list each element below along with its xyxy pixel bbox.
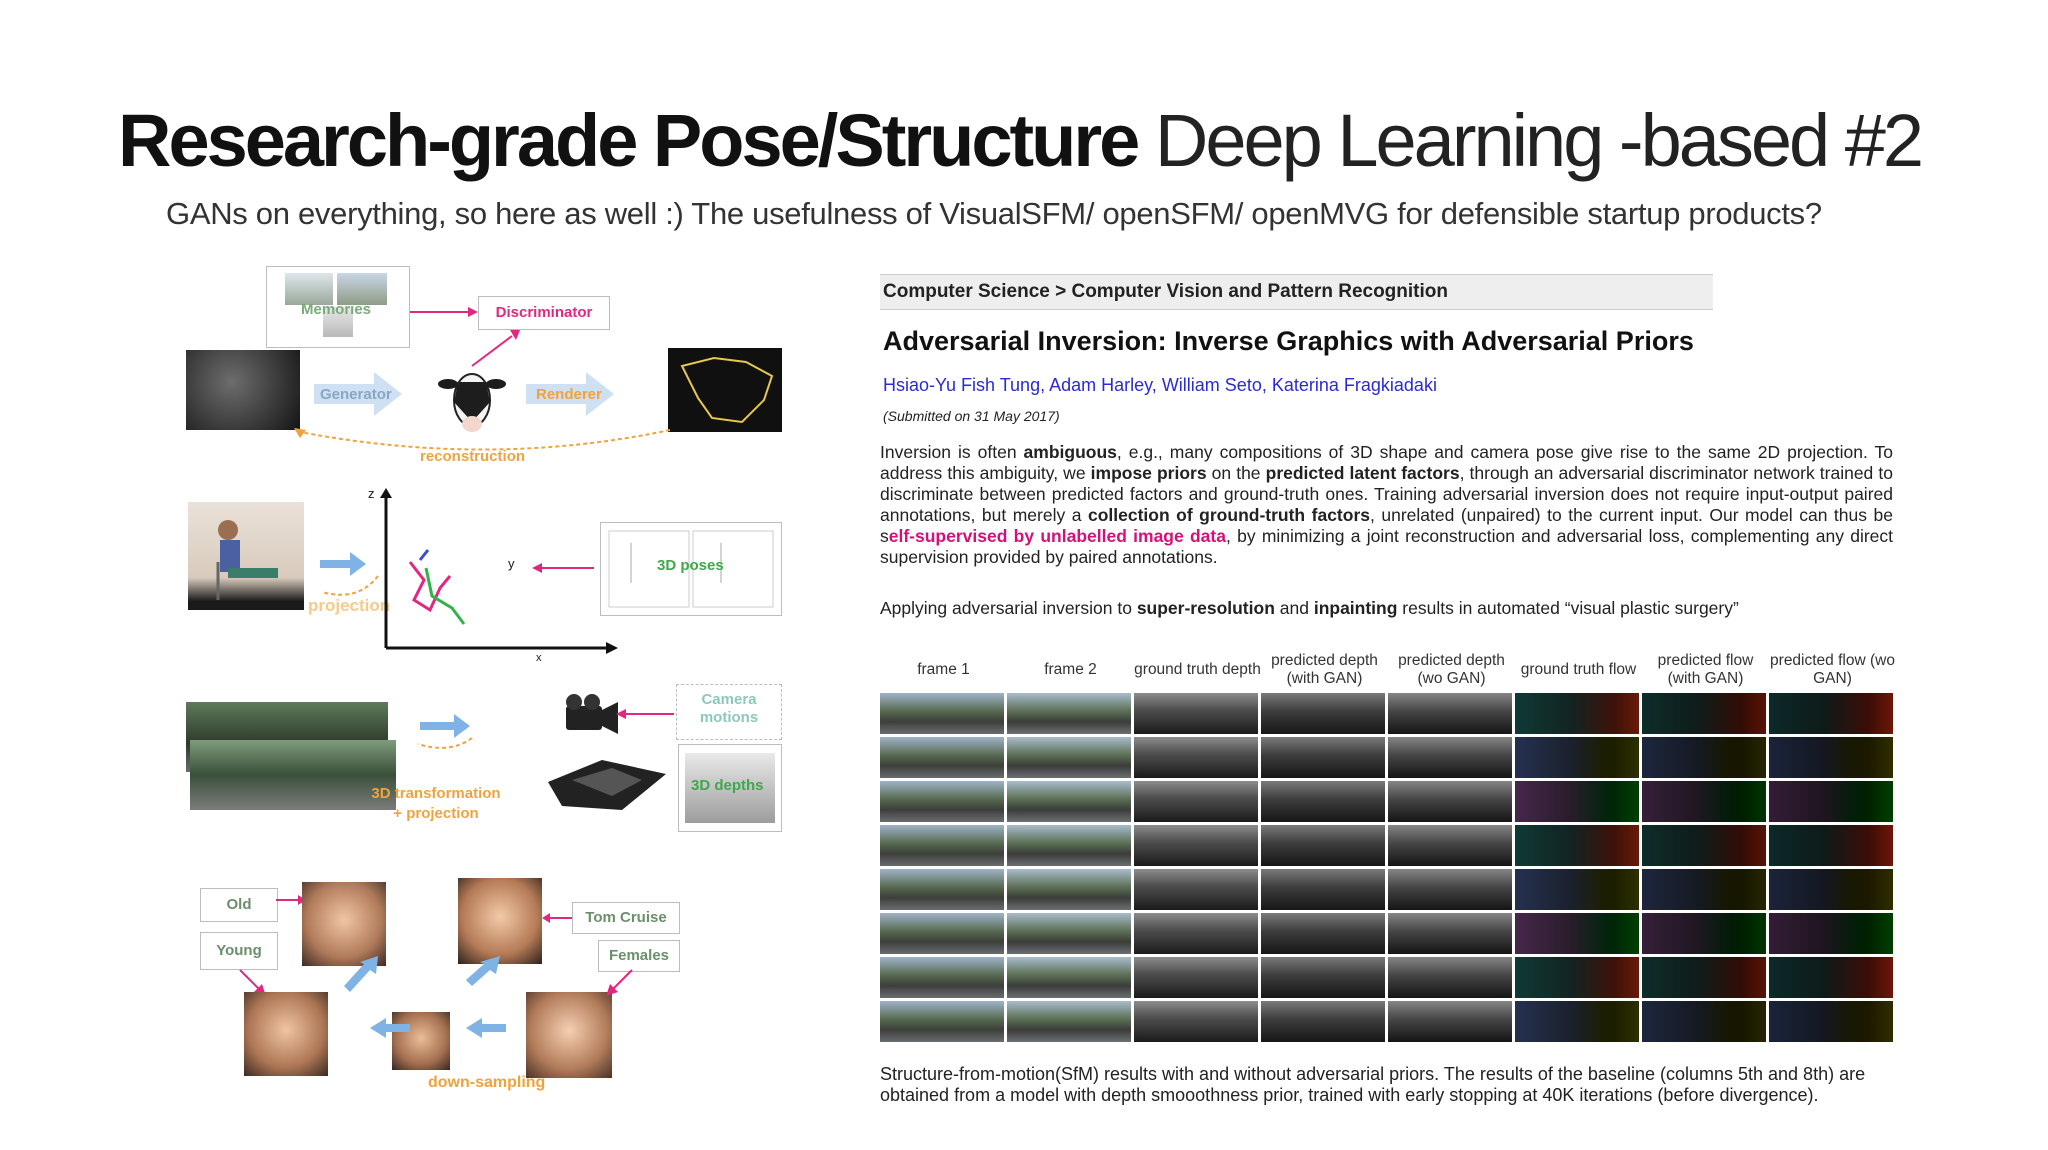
depths-3d-box <box>678 744 782 832</box>
result-thumbnail <box>1134 869 1258 910</box>
result-thumbnail <box>1769 693 1893 734</box>
author-link[interactable]: Hsiao-Yu Fish Tung <box>883 375 1041 395</box>
applying-text: and <box>1274 598 1314 618</box>
result-thumbnail <box>1134 1001 1258 1042</box>
author-link[interactable]: Adam Harley <box>1049 375 1152 395</box>
axis-x-label: x <box>536 652 542 664</box>
results-row <box>880 869 1896 910</box>
person-figure <box>188 502 304 610</box>
slide-subtitle: GANs on everything, so here as well :) The usefulness of VisualSFM/ openSFM/ openMVG for defensible startup products? <box>166 196 1822 231</box>
discriminator-label: Discriminator <box>495 304 593 321</box>
renderer-label: Renderer <box>536 386 602 403</box>
results-column-headers <box>880 650 1896 690</box>
memories-box <box>266 266 410 348</box>
transformation-label: 3D transformation + projection <box>371 785 501 822</box>
slide-title <box>118 98 1921 184</box>
result-thumbnail <box>880 693 1004 734</box>
silhouette-outline <box>668 348 782 432</box>
old-label: Old <box>226 896 252 913</box>
result-thumbnail <box>1388 913 1512 954</box>
result-thumbnail <box>1769 957 1893 998</box>
result-thumbnail <box>1515 869 1639 910</box>
paper-authors: Hsiao-Yu Fish Tung, Adam Harley, William Seto, Katerina Fragkiadaki <box>883 375 1437 395</box>
video-camera-icon <box>552 692 622 742</box>
result-thumbnail <box>1769 913 1893 954</box>
result-thumbnail <box>1261 913 1385 954</box>
author-link[interactable]: William Seto <box>1161 375 1262 395</box>
result-thumbnail <box>1261 781 1385 822</box>
title-bold-part: Research-grade Pose/Structure <box>118 99 1138 182</box>
result-thumbnail <box>1007 737 1131 778</box>
result-thumbnail <box>1007 781 1131 822</box>
result-thumbnail <box>1642 913 1766 954</box>
transformation-curve <box>410 734 480 754</box>
result-thumbnail <box>1007 869 1131 910</box>
rendered-silhouette-image <box>668 348 782 432</box>
result-thumbnail <box>1388 957 1512 998</box>
memories-label: Memories <box>301 301 372 318</box>
results-row <box>880 913 1896 954</box>
results-row <box>880 825 1896 866</box>
result-thumbnail <box>1515 913 1639 954</box>
results-caption: Structure-from-motion(SfM) results with and without adversarial priors. The results of the baseline (columns 5th and 8th) are obtained from a model with depth smooothness prior, trained with early stopping at 40K iterations (before divergence). <box>880 1064 1866 1105</box>
sfm-results-grid <box>880 650 1896 1042</box>
left-figure-panel <box>180 262 800 1102</box>
result-thumbnail <box>880 781 1004 822</box>
discriminator-box <box>478 296 610 330</box>
column-header: frame 1 <box>917 661 970 678</box>
camera-motions-label: Camera motions <box>699 691 759 726</box>
result-thumbnail <box>1515 693 1639 734</box>
result-thumbnail <box>1642 781 1766 822</box>
applying-emphasis: super-resolution <box>1136 598 1275 618</box>
abstract-emphasis: collection of ground-truth factors <box>1087 505 1370 525</box>
result-thumbnail <box>1134 825 1258 866</box>
arrow-females <box>604 968 634 998</box>
result-thumbnail <box>1769 781 1893 822</box>
column-header: predicted flow (wo GAN) <box>1770 652 1895 687</box>
abstract-text: , through an adversarial discriminator network trained to discriminate between predicted factors and ground-truth ones. Training adversarial inversion does not require input-output paired annotations, but merely a <box>880 463 1893 525</box>
result-thumbnail <box>1642 737 1766 778</box>
result-thumbnail <box>1007 693 1131 734</box>
arrow-poses-to-axes <box>532 562 596 574</box>
point-cloud-shape <box>542 750 672 814</box>
submitted-date: (Submitted on 31 May 2017) <box>883 408 1060 424</box>
face-young <box>244 992 328 1076</box>
arrow-tom-cruise <box>542 912 572 924</box>
results-rows <box>880 693 1896 1042</box>
tom-cruise-box <box>572 902 680 934</box>
result-thumbnail <box>880 957 1004 998</box>
result-thumbnail <box>880 869 1004 910</box>
author-link[interactable]: Katerina Fragkiadaki <box>1271 375 1437 395</box>
result-thumbnail <box>1769 869 1893 910</box>
result-thumbnail <box>1134 737 1258 778</box>
result-thumbnail <box>1007 913 1131 954</box>
abstract-text: , by minimizing a joint reconstruction and adversarial loss, complementing any direct supervision provided by paired annotations. <box>880 526 1893 567</box>
result-thumbnail <box>880 737 1004 778</box>
result-thumbnail <box>1769 1001 1893 1042</box>
face-arrows <box>320 952 550 1062</box>
result-thumbnail <box>1007 825 1131 866</box>
applying-note <box>880 598 1896 619</box>
result-thumbnail <box>1769 825 1893 866</box>
tom-cruise-label: Tom Cruise <box>585 909 667 926</box>
abstract-emphasis: ambiguous <box>1023 442 1117 462</box>
arrow-camera-motions <box>616 708 676 720</box>
arrow-memories-to-discriminator <box>410 306 480 318</box>
column-header: frame 2 <box>1044 661 1097 678</box>
reconstruction-label: reconstruction <box>420 448 526 465</box>
depths-3d-label: 3D depths <box>691 777 764 794</box>
arrow-cow-to-discriminator <box>470 328 530 368</box>
result-thumbnail <box>1388 781 1512 822</box>
result-thumbnail <box>1515 737 1639 778</box>
result-thumbnail <box>1388 693 1512 734</box>
column-header: predicted flow (with GAN) <box>1657 652 1754 687</box>
paper-abstract <box>880 442 1893 568</box>
abstract-emphasis: impose priors <box>1090 463 1207 483</box>
abstract-text: on the <box>1206 463 1266 483</box>
females-label: Females <box>608 947 670 964</box>
results-row <box>880 957 1896 998</box>
projection-label: projection <box>308 596 391 615</box>
paper-excerpt <box>880 274 1896 619</box>
young-label: Young <box>216 942 262 959</box>
result-thumbnail <box>1261 1001 1385 1042</box>
result-thumbnail <box>1007 1001 1131 1042</box>
generator-label: Generator <box>320 386 392 403</box>
column-header: ground truth flow <box>1520 661 1637 678</box>
applying-text: results in automated “visual plastic surgery” <box>1397 598 1739 618</box>
abstract-emphasis: predicted latent factors <box>1265 463 1460 483</box>
point-cloud-image <box>542 750 672 814</box>
title-light-part: Deep Learning -based #2 <box>1154 99 1922 182</box>
result-thumbnail <box>1261 737 1385 778</box>
results-row <box>880 737 1896 778</box>
abstract-highlight: elf-supervised by unlabelled image data <box>888 526 1226 546</box>
result-thumbnail <box>880 913 1004 954</box>
result-thumbnail <box>1134 693 1258 734</box>
result-thumbnail <box>1134 781 1258 822</box>
result-thumbnail <box>1515 957 1639 998</box>
projection-arrow <box>320 552 370 576</box>
result-thumbnail <box>1769 737 1893 778</box>
result-thumbnail <box>1134 957 1258 998</box>
result-thumbnail <box>1388 1001 1512 1042</box>
down-sampling-label: down-sampling <box>428 1074 546 1091</box>
applying-emphasis: inpainting <box>1313 598 1398 618</box>
result-thumbnail <box>1261 825 1385 866</box>
result-thumbnail <box>1388 825 1512 866</box>
axis-y-label: y <box>508 556 515 571</box>
camera-motions-box <box>676 684 782 740</box>
abstract-text: Inversion is often <box>880 442 1024 462</box>
result-thumbnail <box>1515 825 1639 866</box>
abstract-text: , e.g., many compositions of 3D shape and camera pose give rise to the same 2D projection. To address this ambiguity, we <box>880 442 1893 483</box>
result-thumbnail <box>1515 781 1639 822</box>
paper-title: Adversarial Inversion: Inverse Graphics with Adversarial Priors <box>883 326 1694 356</box>
column-header: predicted depth (with GAN) <box>1271 652 1378 687</box>
result-thumbnail <box>1261 693 1385 734</box>
result-thumbnail <box>880 1001 1004 1042</box>
column-header: predicted depth (wo GAN) <box>1398 652 1505 687</box>
result-thumbnail <box>1261 869 1385 910</box>
results-row <box>880 781 1896 822</box>
young-box <box>200 932 278 970</box>
abstract-text: , unrelated (unpaired) to the current input. Our model can thus be s <box>880 505 1893 546</box>
result-thumbnail <box>1388 737 1512 778</box>
noisy-input-image <box>186 350 300 430</box>
poses-3d-box <box>600 522 782 616</box>
applying-text: Applying adversarial inversion to <box>880 598 1137 618</box>
column-header: ground truth depth <box>1134 661 1261 678</box>
result-thumbnail <box>1642 1001 1766 1042</box>
axis-z-label: z <box>368 486 375 501</box>
result-thumbnail <box>1642 693 1766 734</box>
poses-3d-label: 3D poses <box>657 557 724 574</box>
result-thumbnail <box>1007 957 1131 998</box>
results-row <box>880 693 1896 734</box>
result-thumbnail <box>880 825 1004 866</box>
result-thumbnail <box>1134 913 1258 954</box>
result-thumbnail <box>1642 825 1766 866</box>
result-thumbnail <box>1388 869 1512 910</box>
paper-category-bar: Computer Science > Computer Vision and Pattern Recognition <box>880 274 1713 310</box>
result-thumbnail <box>1642 869 1766 910</box>
result-thumbnail <box>1642 957 1766 998</box>
person-sitting-photo <box>188 502 304 610</box>
old-box <box>200 888 278 922</box>
result-thumbnail <box>1261 957 1385 998</box>
results-row <box>880 1001 1896 1042</box>
result-thumbnail <box>1515 1001 1639 1042</box>
